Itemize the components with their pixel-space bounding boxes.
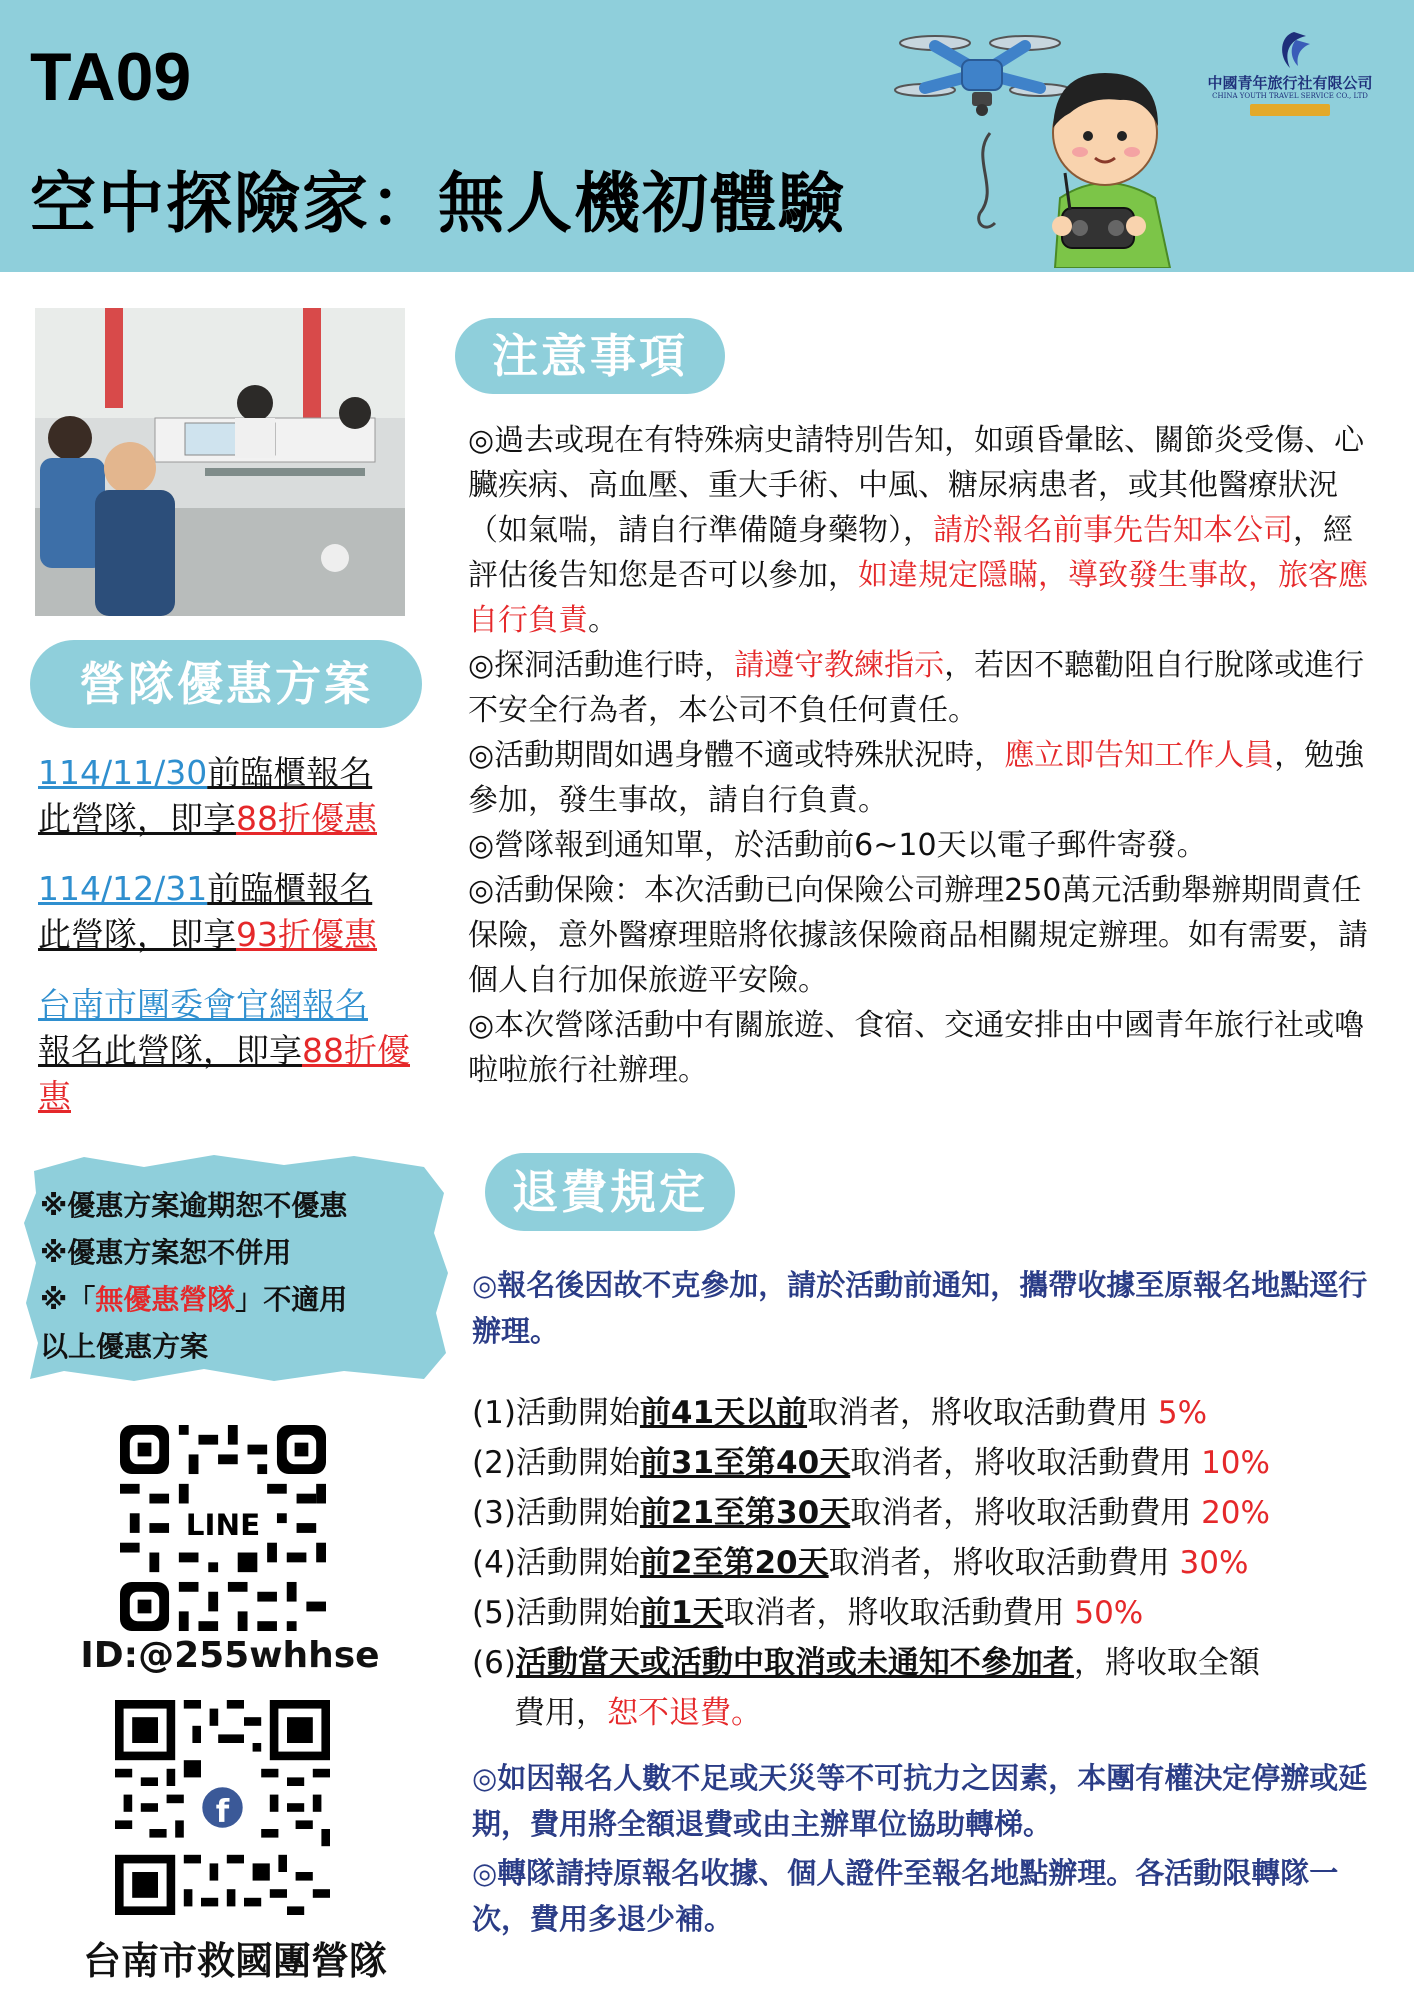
refund-fee-list [472,1388,1382,1738]
notice-item: ◎活動保險：本次活動已向保險公司辦理250萬元活動舉辦期間責任保險，意外醫療理賠將依據該保險商品相關規定辦理。如有需要，請個人自行加保旅遊平安險。 [468,873,1368,998]
facebook-logo-text: f [215,1793,230,1830]
section-refund: 退費規定 [485,1153,735,1231]
notice-item: ◎探洞活動進行時，請遵守教練指示，若因不聽勸阻自行脫隊或進行不安全行為者，本公司不負任何責任。 [468,648,1365,728]
refund-intro: ◎報名後因故不克參加，請於活動前通知，攜帶收據至原報名地點逕行辦理。 [472,1268,1368,1348]
notice-item: ◎本次營隊活動中有關旅遊、食宿、交通安排由中國青年旅行社或嚕啦啦旅行社辦理。 [468,1008,1365,1088]
promo-deadline: 114/12/31 [38,869,208,908]
refund-closing-1: ◎如因報名人數不足或天災等不可抗力之因素，本團有權決定停辦或延期，費用將全額退費或由主辦單位協助轉梯。 [472,1761,1368,1841]
promo-discount: 93折優惠 [236,915,377,954]
promo-discount: 88折優惠 [38,1031,410,1116]
company-name-en: CHINA YOUTH TRAVEL SERVICE CO., LTD [1212,92,1368,100]
no-discount-camp: 無優惠營隊 [95,1283,236,1316]
drone-kid-illustration-icon [890,18,1180,268]
promo-online-link[interactable]: 台南市團委會官網報名 [38,985,368,1024]
refund-item: (1)活動開始前41天以前取消者，將收取活動費用 5% [472,1395,1208,1431]
refund-item: (2)活動開始前31至第40天取消者，將收取活動費用 10% [472,1445,1270,1481]
promo-item: 114/12/31前臨櫃報名 此營隊，即享93折優惠 [38,869,377,954]
refund-item: (5)活動開始前1天取消者，將收取活動費用 50% [472,1595,1144,1631]
promo-discount: 88折優惠 [236,799,377,838]
refund-item: (4)活動開始前2至第20天取消者，將收取活動費用 30% [472,1545,1249,1581]
refund-item: (6)活動當天或活動中取消或未通知不參加者，將收取全額 [472,1645,1260,1681]
caveat-notes: ※優惠方案逾期恕不優惠 ※優惠方案恕不併用 ※「無優惠營隊」不適用 以上優惠方案 [40,1189,348,1363]
section-notice: 注意事項 [455,318,725,394]
notice-item: ◎過去或現在有特殊病史請特別告知，如頭昏暈眩、關節炎受傷、心臟疾病、高血壓、重大手術、中風、糖尿病患者，或其他醫療狀況（如氣喘，請自行準備隨身藥物），請於報名前事先告知本公司，經評估後告知您是否可以參加，如違規定隱瞞，導致發生事故，旅客應自行負責。 [468,423,1368,638]
promo-deadline: 114/11/30 [38,753,208,792]
classroom-photo [35,308,405,616]
camp-code: TA09 [30,39,192,115]
line-id: ID:@255whhse [80,1635,380,1676]
notice-item: ◎營隊報到通知單，於活動前6~10天以電子郵件寄發。 [468,828,1207,863]
page-title: 空中探險家：無人機初體驗 [30,165,846,242]
org-name: 台南市救國團營隊 [82,1939,387,1983]
refund-closing-2: ◎轉隊請持原報名收據、個人證件至報名地點辦理。各活動限轉隊一次，費用多退少補。 [472,1856,1339,1936]
company-name-cn: 中國青年旅行社有限公司 [1207,74,1373,92]
notice-item: ◎活動期間如遇身體不適或特殊狀況時，應立即告知工作人員，勉強參加，發生事故，請自行負責。 [468,738,1365,818]
line-qr-code-icon[interactable] [120,1425,326,1631]
refund-item: (3)活動開始前21至第30天取消者，將收取活動費用 20% [472,1495,1270,1531]
promo-item: 台南市團委會官網報名 報名此營隊，即享88折優惠 [38,985,410,1116]
promo-item: 114/11/30前臨櫃報名 此營隊，即享88折優惠 [38,753,377,838]
notice-list [468,418,1378,1093]
company-logo [1180,30,1400,125]
facebook-qr-code-icon[interactable] [115,1700,330,1915]
refund-item-cont: 費用，恕不退費。 [514,1695,762,1731]
company-logo-icon [1276,30,1312,70]
line-logo-text: LINE [185,1507,261,1542]
header-banner [0,0,1414,272]
logo-bar [1250,104,1330,116]
section-camp-discount: 營隊優惠方案 [30,640,422,728]
